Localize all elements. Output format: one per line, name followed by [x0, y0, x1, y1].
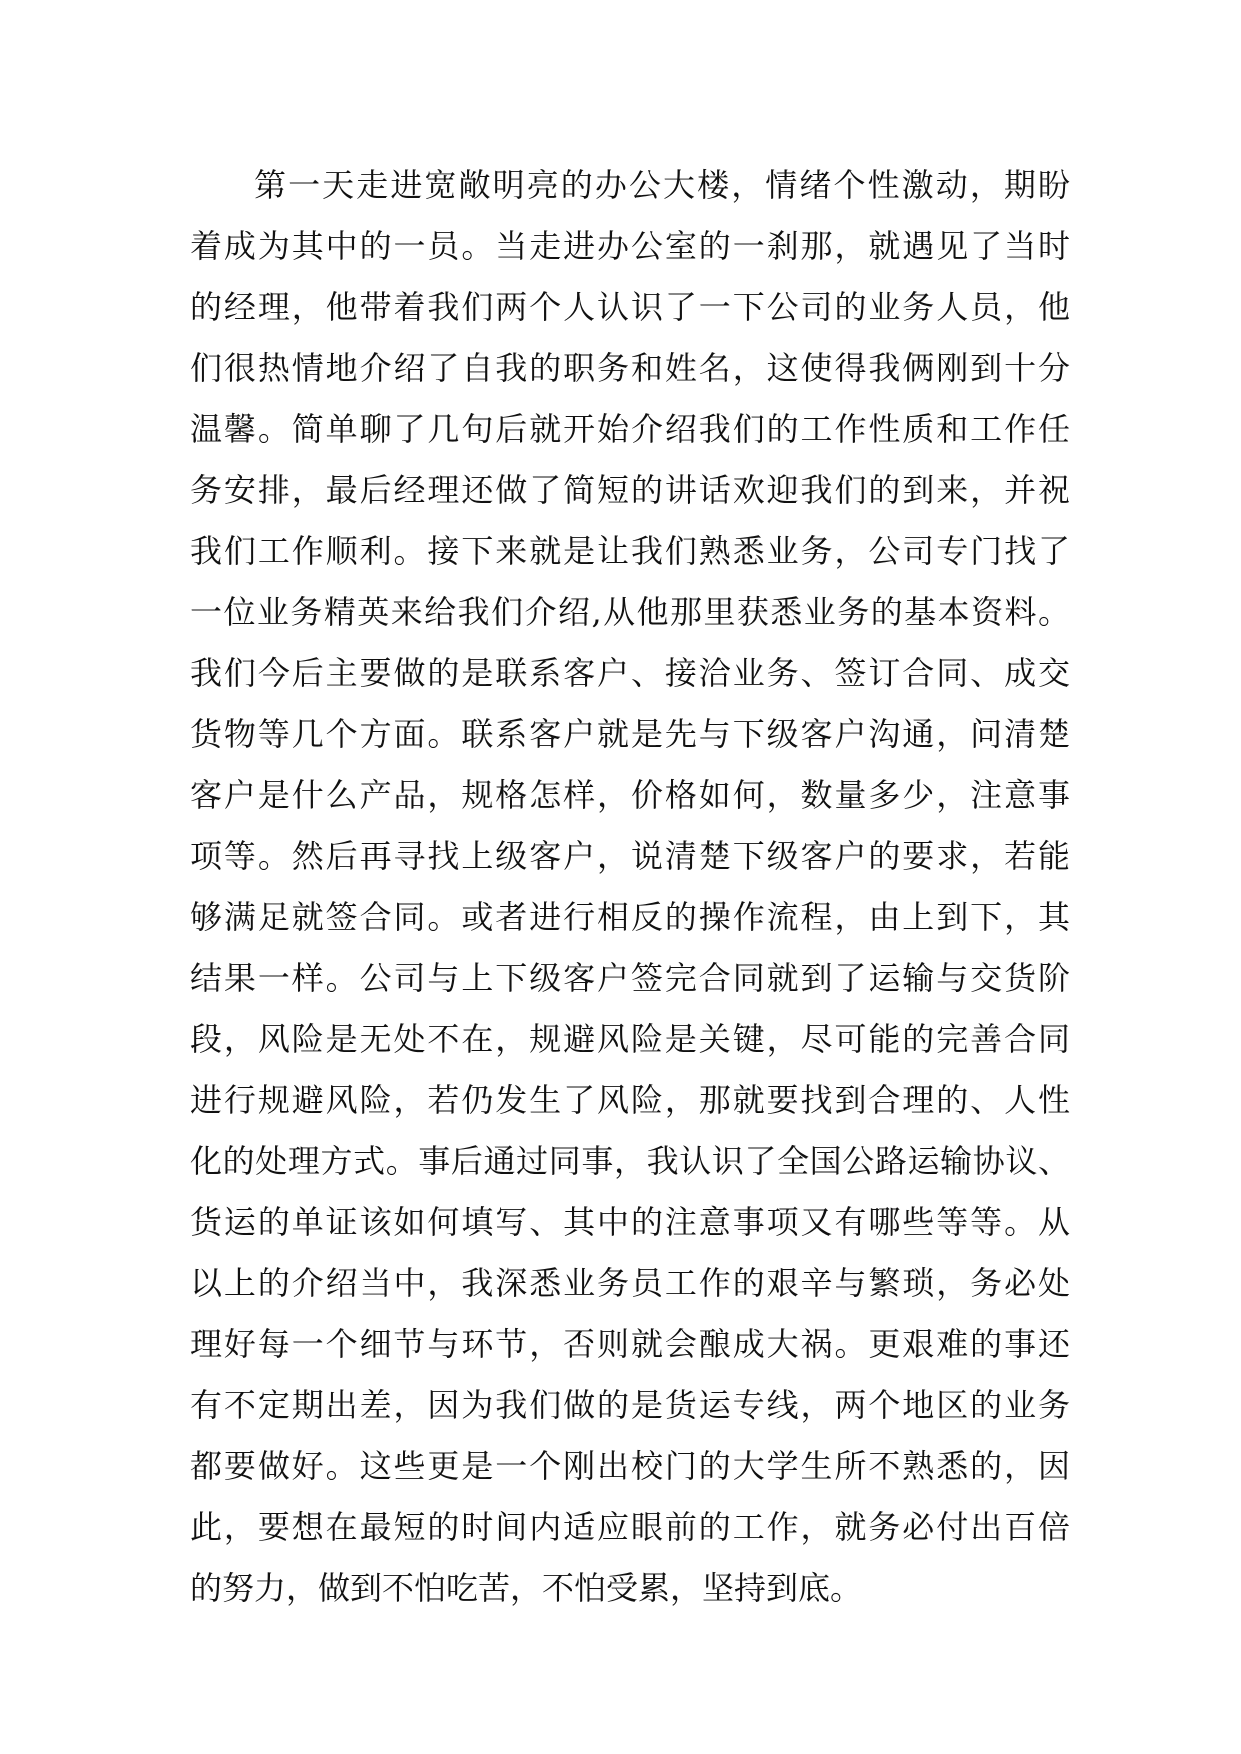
text-line: 以上的介绍当中，我深悉业务员工作的艰辛与繁琐，务必处 — [190, 1264, 1070, 1302]
text-line: 们很热情地介绍了自我的职务和姓名，这使得我俩刚到十分 — [190, 349, 1070, 387]
text-line: 务安排，最后经理还做了简短的讲话欢迎我们的到来，并祝 — [190, 471, 1070, 509]
text-line: 都要做好。这些更是一个刚出校门的大学生所不熟悉的，因 — [190, 1447, 1070, 1485]
text-line: 货物等几个方面。联系客户就是先与下级客户沟通，问清楚 — [190, 715, 1070, 753]
text-line: 结果一样。公司与上下级客户签完合同就到了运输与交货阶 — [190, 959, 1070, 997]
text-line: 货运的单证该如何填写、其中的注意事项又有哪些等等。从 — [190, 1203, 1070, 1241]
text-line: 着成为其中的一员。当走进办公室的一刹那，就遇见了当时 — [190, 227, 1070, 265]
text-line: 一位业务精英来给我们介绍,从他那里获悉业务的基本资料。 — [190, 593, 1070, 631]
text-line: 理好每一个细节与环节，否则就会酿成大祸。更艰难的事还 — [190, 1325, 1070, 1363]
text-line: 客户是什么产品，规格怎样，价格如何，数量多少，注意事 — [190, 776, 1070, 814]
text-line: 的经理，他带着我们两个人认识了一下公司的业务人员，他 — [190, 288, 1070, 326]
text-line: 段，风险是无处不在，规避风险是关键，尽可能的完善合同 — [190, 1020, 1070, 1058]
text-line: 化的处理方式。事后通过同事，我认识了全国公路运输协议、 — [190, 1142, 1070, 1180]
text-line: 进行规避风险，若仍发生了风险，那就要找到合理的、人性 — [190, 1081, 1070, 1119]
text-line: 够满足就签合同。或者进行相反的操作流程，由上到下，其 — [190, 898, 1070, 936]
body-paragraph — [190, 155, 1070, 1619]
text-line: 我们工作顺利。接下来就是让我们熟悉业务，公司专门找了 — [190, 532, 1070, 570]
text-line: 温馨。简单聊了几句后就开始介绍我们的工作性质和工作任 — [190, 410, 1070, 448]
text-line: 的努力，做到不怕吃苦，不怕受累，坚持到底。 — [190, 1569, 863, 1607]
text-line: 有不定期出差，因为我们做的是货运专线，两个地区的业务 — [190, 1386, 1070, 1424]
text-line: 我们今后主要做的是联系客户、接洽业务、签订合同、成交 — [190, 654, 1070, 692]
text-line: 项等。然后再寻找上级客户，说清楚下级客户的要求，若能 — [190, 837, 1070, 875]
text-line: 此，要想在最短的时间内适应眼前的工作，就务必付出百倍 — [190, 1508, 1070, 1546]
text-line: 第一天走进宽敞明亮的办公大楼，情绪个性激动，期盼 — [254, 166, 1070, 204]
